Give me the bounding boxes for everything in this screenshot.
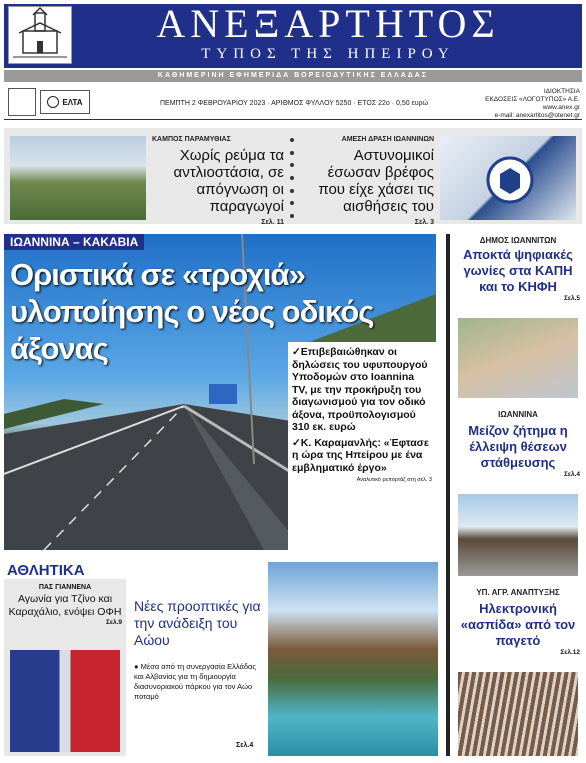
aoos-photo-river (268, 562, 438, 756)
aoos-bullet: ● Μέσα από τη συνεργασία Ελλάδας και Αλβανίας για τη δημιουργία διασυνοριακού πάρκου για τον Αώο ποταμό (134, 662, 256, 701)
teaser-photo-police-car (440, 136, 576, 220)
ownership-line: e-mail: anexartitos@otenet.gr (494, 112, 580, 119)
main-story-headline[interactable]: Οριστικά σε «τροχιά» υλοποίησης ο νέος οδικός άξονας (10, 257, 374, 366)
elta-label: ΕΛΤΑ (62, 97, 83, 107)
main-story-bullet: ✓Κ. Καραμανλής: «Έφτασε η ώρα της Ηπείρου με ένα εμβληματικό έργο» (292, 436, 429, 474)
teaser-kicker: ΑΜΕΣΗ ΔΡΑΣΗ ΙΩΑΝΝΙΝΩΝ (341, 136, 434, 143)
teaser-photo-valley (10, 136, 146, 220)
aoos-headline[interactable]: Νέες προοπτικές για την ανάδειξη του Αώου (134, 598, 261, 648)
right-story[interactable] (456, 588, 580, 656)
teaser-page-ref: Σελ. 11 (261, 219, 284, 226)
right-story-headline: Μείζον ζήτημα η έλλειψη θέσεων στάθμευσης (468, 423, 568, 470)
right-story-page-ref: Σελ.12 (560, 649, 580, 656)
masthead-tagline: ΚΑΘΗΜΕΡΙΝΗ ΕΦΗΜΕΡΙΔΑ ΒΟΡΕΙΟΔΥΤΙΚΗΣ ΕΛΛΑΔΑΣ (4, 70, 582, 82)
teaser-story[interactable] (300, 136, 434, 226)
right-story-kicker: ΙΩΑΝΝΙΝΑ (498, 410, 538, 419)
aoos-page-ref: Σελ.4 (236, 742, 254, 749)
teaser-page-ref: Σελ. 3 (414, 219, 434, 226)
right-story-kicker: ΥΠ. ΑΓΡ. ΑΝΑΠΤΥΞΗΣ (476, 588, 560, 597)
masthead-subtitle: ΤΥΠΟΣ ΤΗΣ ΗΠΕΙΡΟΥ (201, 46, 455, 62)
sports-photo-players (10, 650, 120, 752)
teaser-headline: Χωρίς ρεύμα τα αντλιοστάσια, σε απόγνωση οι παραγωγοί (173, 147, 284, 215)
sports-section-tag: ΑΘΛΗΤΙΚΑ (4, 562, 126, 579)
right-story-photo-field (458, 672, 578, 756)
masthead-title: ΑΝΕΞΑΡΤΗΤΟΣ (156, 1, 500, 46)
ownership-block (470, 88, 580, 120)
main-story-bullet: ✓Επιβεβαιώθηκαν οι δηλώσεις του υφυπουργού Υποδομών στο Ioannina TV, με την προκήρυξη του διαγωνισμού για τον οδικό άξονα, προϋπολογισμού 310 εκ. ευρώ (292, 346, 428, 433)
teaser-divider-dots (289, 138, 295, 218)
main-story-kicker: ΙΩΑΝΝΙΝΑ – ΚΑΚΑΒΙΑ (4, 234, 144, 250)
right-story[interactable] (456, 236, 580, 302)
church-logo-icon (8, 6, 72, 64)
ownership-line: ΙΔΙΟΚΤΗΣΙΑ (543, 88, 580, 95)
right-story-photo-parking (458, 494, 578, 576)
issue-line: ΠΕΜΠΤΗ 2 ΦΕΒΡΟΥΑΡΙΟΥ 2023 · ΑΡΙΘΜΟΣ ΦΥΛΛΟΥ 5250 · ΕΤΟΣ 22ο · 0,50 ευρώ (160, 100, 428, 107)
column-divider (446, 234, 450, 756)
sports-story[interactable] (8, 584, 122, 626)
right-story[interactable] (456, 410, 580, 478)
teaser-kicker: ΚΑΜΠΟΣ ΠΑΡΑΜΥΘΙΑΣ (152, 136, 231, 143)
teaser-story[interactable] (152, 136, 284, 226)
right-story-page-ref: Σελ.4 (563, 471, 580, 478)
main-story-page-ref: Αναλυτικό ρεπορτάζ στη σελ. 3 (356, 477, 432, 483)
right-story-headline: Αποκτά ψηφιακές γωνίες στα ΚΑΠΗ και το ΚΗΦΗ (463, 247, 573, 294)
ownership-line: ΕΚΔΟΣΕΙΣ «ΛΟΓΟΤΥΠΟΣ» Α.Ε. (485, 96, 580, 103)
membership-seal-icon (8, 88, 36, 116)
elta-emblem-icon (47, 96, 59, 108)
ownership-line: www.anex.gr (542, 104, 580, 111)
right-story-photo-typing (458, 318, 578, 398)
sports-headline: Αγωνία για Τζίνο και Καραχάλιο, ενόψει ΟΦΗ (8, 593, 122, 618)
right-story-kicker: ΔΗΜΟΣ ΙΩΑΝΝΙΤΩΝ (479, 236, 557, 245)
elta-logo (40, 90, 90, 114)
right-story-page-ref: Σελ.5 (563, 295, 580, 302)
sports-kicker: ΠΑΣ ΓΙΑΝΝΕΝΑ (38, 584, 92, 591)
sports-page-ref: Σελ.9 (105, 619, 122, 626)
main-story-summary (288, 342, 436, 550)
teaser-headline: Αστυνομικοί έσωσαν βρέφος που είχε χάσει τις αισθήσεις του (318, 147, 434, 215)
right-story-headline: Ηλεκτρονική «ασπίδα» από τον παγετό (460, 601, 576, 648)
